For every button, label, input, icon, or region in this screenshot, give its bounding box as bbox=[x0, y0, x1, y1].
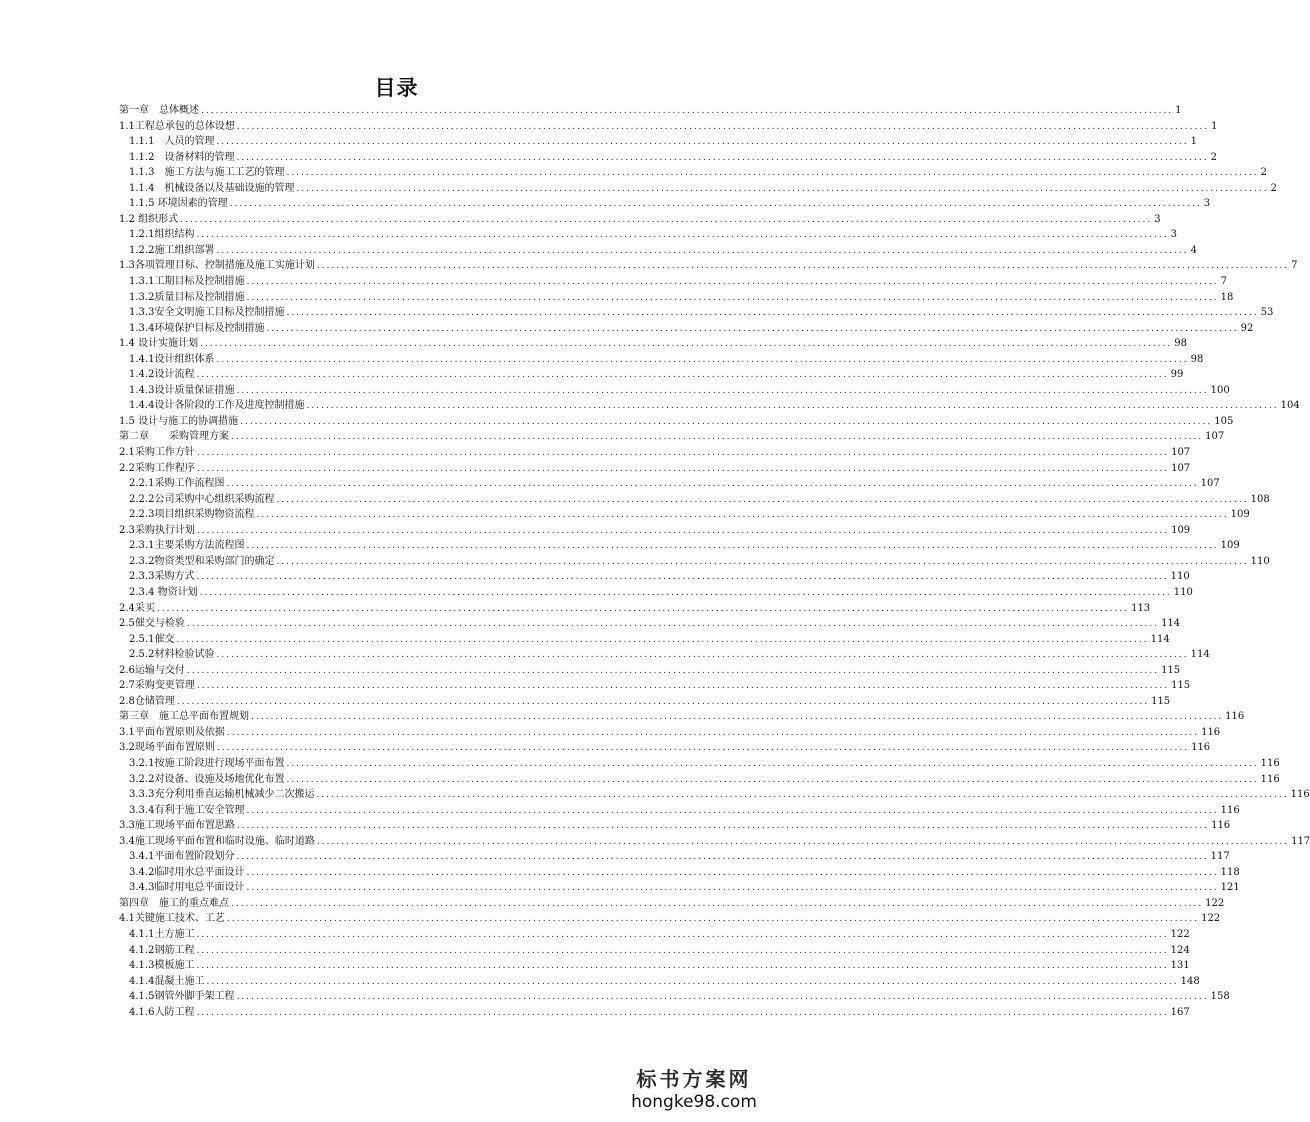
toc-leader-dots: ........................................................................................................................................................................................................ bbox=[196, 525, 1170, 536]
toc-entry[interactable] bbox=[119, 616, 1181, 632]
toc-leader-dots: ........................................................................................................................................................................................................ bbox=[176, 696, 1150, 707]
toc-entry-label: 2.8仓储管理 bbox=[119, 695, 175, 707]
toc-entry-page: 99 bbox=[1170, 369, 1184, 381]
toc-leader-dots: ........................................................................................................................................................................................................ bbox=[236, 992, 1209, 1003]
toc-leader-dots: ........................................................................................................................................................................................................ bbox=[231, 432, 1204, 443]
toc-entry-label: 2.5催交与检验 bbox=[119, 618, 185, 630]
toc-leader-dots: ........................................................................................................................................................................................................ bbox=[196, 961, 1169, 972]
toc-entry-label: 2.2采购工作程序 bbox=[119, 462, 195, 474]
toc-entry[interactable] bbox=[119, 569, 1190, 585]
toc-entry-label: 3.1平面布置原则及依据 bbox=[119, 726, 225, 738]
toc-entry-page: 115 bbox=[1161, 664, 1181, 676]
toc-entry-label: 1.1.1 人员的管理 bbox=[129, 136, 215, 148]
toc-entry[interactable] bbox=[119, 849, 1230, 865]
toc-entry[interactable] bbox=[119, 165, 1267, 181]
toc-entry-page: 158 bbox=[1210, 991, 1230, 1003]
toc-leader-dots: ........................................................................................................................................................................................................ bbox=[276, 556, 1249, 567]
toc-entry-page: 3 bbox=[1154, 213, 1161, 225]
toc-entry-label: 1.2 组织形式 bbox=[119, 213, 179, 225]
toc-entry-page: 1 bbox=[1190, 136, 1197, 148]
toc-entry-label: 2.3.4 物资计划 bbox=[129, 586, 198, 598]
toc-entry-page: 105 bbox=[1214, 415, 1234, 427]
toc-entry-page: 107 bbox=[1171, 447, 1191, 459]
toc-leader-dots: ........................................................................................................................................................................................................ bbox=[186, 619, 1160, 630]
toc-entry-label: 1.3.3安全文明施工目标及控制措施 bbox=[129, 307, 285, 319]
toc-leader-dots: ........................................................................................................................................................................................................ bbox=[246, 883, 1219, 894]
toc-leader-dots: ........................................................................................................................................................................................................ bbox=[196, 681, 1170, 692]
toc-entry-label: 2.2.1采购工作流程图 bbox=[129, 478, 225, 490]
toc-entry-page: 53 bbox=[1260, 307, 1274, 319]
toc-entry-label: 2.5.1催交 bbox=[129, 633, 175, 645]
toc-leader-dots: ........................................................................................................................................................................................................ bbox=[180, 214, 1153, 225]
toc-entry-label: 1.4.4设计各阶段的工作及进度控制措施 bbox=[129, 400, 305, 412]
toc-leader-dots: ........................................................................................................................................................................................................ bbox=[216, 245, 1189, 256]
toc-entry[interactable] bbox=[119, 523, 1191, 539]
toc-leader-dots: ........................................................................................................................................................................................................ bbox=[206, 976, 1179, 987]
toc-entry-label: 3.2现场平面布置原则 bbox=[119, 742, 215, 754]
toc-entry-page: 124 bbox=[1170, 944, 1190, 956]
toc-entry-page: 100 bbox=[1210, 384, 1230, 396]
toc-leader-dots: ........................................................................................................................................................................................................ bbox=[286, 774, 1259, 785]
toc-leader-dots: ........................................................................................................................................................................................................ bbox=[201, 106, 1174, 116]
toc-entry[interactable] bbox=[119, 258, 1298, 274]
toc-leader-dots: ........................................................................................................................................................................................................ bbox=[196, 929, 1169, 940]
toc-entry-page: 116 bbox=[1191, 742, 1211, 754]
toc-entry-page: 116 bbox=[1260, 773, 1280, 785]
toc-entry-label: 4.1.6人防工程 bbox=[129, 1006, 195, 1018]
toc-leader-dots: ........................................................................................................................................................................................................ bbox=[229, 199, 1202, 210]
toc-leader-dots: ........................................................................................................................................................................................................ bbox=[196, 448, 1170, 459]
toc-entry-label: 2.3采购执行计划 bbox=[119, 524, 195, 536]
page-title: 目录 bbox=[374, 76, 419, 100]
toc-entry-label: 1.4.1设计组织体系 bbox=[129, 353, 215, 365]
toc-entry-page: 113 bbox=[1131, 602, 1151, 614]
toc-entry-label: 1.2.2施工组织部署 bbox=[129, 244, 215, 256]
toc-leader-dots: ........................................................................................................................................................................................................ bbox=[236, 121, 1210, 132]
toc-entry-page: 104 bbox=[1280, 400, 1300, 412]
toc-entry[interactable] bbox=[119, 803, 1240, 819]
toc-entry-page: 114 bbox=[1161, 618, 1181, 630]
toc-entry-label: 2.1采购工作方针 bbox=[119, 447, 195, 459]
toc-leader-dots: ........................................................................................................................................................................................................ bbox=[231, 898, 1204, 909]
toc-leader-dots: ........................................................................................................................................................................................................ bbox=[266, 323, 1239, 334]
toc-leader-dots: ........................................................................................................................................................................................................ bbox=[246, 541, 1219, 552]
toc-entry[interactable] bbox=[119, 601, 1151, 617]
toc-entry-page: 116 bbox=[1201, 726, 1221, 738]
toc-entry-label: 1.4.3设计质量保证措施 bbox=[129, 384, 235, 396]
toc-leader-dots: ........................................................................................................................................................................................................ bbox=[216, 354, 1189, 365]
toc-entry[interactable] bbox=[119, 756, 1280, 772]
toc-entry-page: 110 bbox=[1170, 571, 1190, 583]
toc-entry-page: 7 bbox=[1220, 276, 1227, 288]
toc-entry-page: 98 bbox=[1190, 353, 1204, 365]
toc-entry-page: 114 bbox=[1190, 649, 1210, 661]
toc-leader-dots: ........................................................................................................................................................................................................ bbox=[246, 292, 1219, 303]
toc-entry-label: 3.2.2对设备、设施及场地优化布置 bbox=[129, 773, 285, 785]
toc-leader-dots: ........................................................................................................................................................................................................ bbox=[246, 277, 1219, 288]
toc-leader-dots: ........................................................................................................................................................................................................ bbox=[226, 479, 1199, 490]
toc-entry[interactable] bbox=[119, 911, 1221, 927]
toc-leader-dots: ........................................................................................................................................................................................................ bbox=[176, 634, 1149, 645]
toc-entry[interactable] bbox=[119, 383, 1230, 399]
toc-leader-dots: ........................................................................................................................................................................................................ bbox=[226, 914, 1200, 925]
toc-entry-page: 107 bbox=[1200, 478, 1220, 490]
toc-entry-label: 3.4施工现场平面布置和临时设施、临时道路 bbox=[119, 835, 315, 847]
toc-entry[interactable] bbox=[119, 476, 1220, 492]
toc-leader-dots: ........................................................................................................................................................................................................ bbox=[296, 183, 1269, 194]
toc-entry[interactable] bbox=[119, 367, 1184, 383]
toc-leader-dots: ........................................................................................................................................................................................................ bbox=[196, 572, 1169, 583]
toc-leader-dots: ........................................................................................................................................................................................................ bbox=[276, 494, 1249, 505]
toc-entry-label: 4.1关键施工技术、工艺 bbox=[119, 913, 225, 925]
toc-entry-label: 第一章 总体概述 bbox=[119, 105, 199, 116]
toc-entry[interactable] bbox=[119, 663, 1181, 679]
toc-entry[interactable] bbox=[119, 538, 1240, 554]
toc-entry-page: 110 bbox=[1173, 586, 1193, 598]
toc-entry-page: 3 bbox=[1170, 229, 1177, 241]
toc-entry-page: 122 bbox=[1170, 928, 1190, 940]
toc-entry[interactable] bbox=[119, 398, 1300, 414]
toc-entry-label: 1.3.4环境保护目标及控制措施 bbox=[129, 322, 265, 334]
toc-entry-label: 1.2.1组织结构 bbox=[129, 229, 195, 241]
toc-leader-dots: ........................................................................................................................................................................................................ bbox=[236, 152, 1209, 163]
toc-entry[interactable] bbox=[119, 818, 1231, 834]
toc-entry-label: 3.4.3临时用电总平面设计 bbox=[129, 882, 245, 894]
toc-entry[interactable] bbox=[119, 927, 1190, 943]
watermark-logo bbox=[609, 1063, 779, 1112]
toc-leader-dots: ........................................................................................................................................................................................................ bbox=[256, 510, 1229, 521]
toc-entry-page: 122 bbox=[1201, 913, 1221, 925]
toc-entry[interactable] bbox=[119, 119, 1218, 135]
toc-entry-page: 121 bbox=[1220, 882, 1240, 894]
toc-leader-dots: ........................................................................................................................................................................................................ bbox=[286, 168, 1259, 179]
toc-entry-label: 4.1.2钢筋工程 bbox=[129, 944, 195, 956]
toc-leader-dots: ........................................................................................................................................................................................................ bbox=[306, 401, 1279, 412]
toc-entry-page: 116 bbox=[1225, 711, 1245, 723]
toc-entry-label: 2.3.1主要采购方法流程图 bbox=[129, 540, 245, 552]
toc-entry[interactable] bbox=[119, 212, 1161, 228]
toc-entry-page: 116 bbox=[1220, 804, 1240, 816]
toc-entry-page: 2 bbox=[1270, 182, 1277, 194]
toc-leader-dots: ........................................................................................................................................................................................................ bbox=[196, 370, 1169, 381]
toc-leader-dots: ........................................................................................................................................................................................................ bbox=[196, 230, 1169, 241]
toc-entry-label: 第四章 施工的重点难点 bbox=[119, 897, 229, 909]
toc-entry-page: 7 bbox=[1291, 260, 1298, 272]
toc-entry[interactable] bbox=[119, 274, 1227, 290]
toc-entry-page: 116 bbox=[1260, 757, 1280, 769]
toc-entry[interactable] bbox=[119, 290, 1234, 306]
toc-leader-dots: ........................................................................................................................................................................................................ bbox=[196, 945, 1169, 956]
toc-entry-page: 107 bbox=[1171, 462, 1191, 474]
toc-entry[interactable] bbox=[119, 103, 1182, 119]
toc-entry-label: 2.3.2物资类型和采购部门的确定 bbox=[129, 555, 275, 567]
toc-entry-page: 117 bbox=[1210, 851, 1230, 863]
toc-entry-page: 115 bbox=[1151, 695, 1171, 707]
toc-entry-label: 1.3.2质量目标及控制措施 bbox=[129, 291, 245, 303]
toc-entry[interactable] bbox=[119, 461, 1191, 477]
toc-entry-label: 3.4.2临时用水总平面设计 bbox=[129, 866, 245, 878]
toc-entry-label: 1.3各项管理目标、控制措施及施工实施计划 bbox=[119, 260, 315, 272]
toc-entry[interactable] bbox=[119, 196, 1211, 212]
toc-leader-dots: ........................................................................................................................................................................................................ bbox=[246, 867, 1219, 878]
toc-leader-dots: ........................................................................................................................................................................................................ bbox=[236, 821, 1210, 832]
toc-entry[interactable] bbox=[119, 507, 1250, 523]
toc-entry[interactable] bbox=[119, 429, 1225, 445]
toc-entry-page: 2 bbox=[1210, 151, 1217, 163]
toc-entry[interactable] bbox=[119, 725, 1221, 741]
toc-entry-page: 98 bbox=[1174, 338, 1187, 350]
toc-entry[interactable] bbox=[119, 834, 1310, 850]
toc-entry-page: 109 bbox=[1230, 509, 1250, 521]
toc-entry[interactable] bbox=[119, 1005, 1190, 1021]
toc-entry[interactable] bbox=[119, 958, 1190, 974]
toc-leader-dots: ........................................................................................................................................................................................................ bbox=[186, 665, 1160, 676]
toc-entry-page: 1 bbox=[1175, 105, 1182, 116]
toc-entry-label: 1.5 设计与施工的协调措施 bbox=[119, 415, 239, 427]
toc-leader-dots: ........................................................................................................................................................................................................ bbox=[216, 743, 1190, 754]
toc-entry-label: 4.1.1土方施工 bbox=[129, 928, 195, 940]
toc-leader-dots: ........................................................................................................................................................................................................ bbox=[196, 463, 1170, 474]
toc-entry[interactable] bbox=[119, 414, 1234, 430]
toc-entry-label: 第三章 施工总平面布置规划 bbox=[119, 711, 249, 723]
toc-leader-dots: ........................................................................................................................................................................................................ bbox=[200, 339, 1173, 350]
toc-entry-page: 108 bbox=[1250, 493, 1270, 505]
toc-entry-label: 3.4.1平面布置阶段划分 bbox=[129, 851, 235, 863]
watermark-site-name: 标书方案网 bbox=[636, 1067, 752, 1091]
toc-entry[interactable] bbox=[119, 974, 1200, 990]
toc-entry[interactable] bbox=[119, 352, 1204, 368]
toc-entry[interactable] bbox=[119, 321, 1254, 337]
toc-leader-dots: ........................................................................................................................................................................................................ bbox=[246, 805, 1219, 816]
toc-leader-dots: ........................................................................................................................................................................................................ bbox=[216, 137, 1189, 148]
toc-entry-label: 2.4采买 bbox=[119, 602, 155, 614]
toc-entry-page: 122 bbox=[1205, 897, 1225, 909]
toc-entry-label: 3.3施工现场平面布置思路 bbox=[119, 820, 235, 832]
toc-entry[interactable] bbox=[119, 305, 1274, 321]
toc-leader-dots: ........................................................................................................................................................................................................ bbox=[216, 650, 1189, 661]
toc-entry[interactable] bbox=[119, 227, 1177, 243]
toc-entry-page: 114 bbox=[1150, 633, 1170, 645]
toc-leader-dots: ........................................................................................................................................................................................................ bbox=[251, 712, 1224, 723]
toc-leader-dots: ........................................................................................................................................................................................................ bbox=[156, 603, 1130, 614]
toc-entry-label: 1.1.4 机械设备以及基础设施的管理 bbox=[129, 182, 295, 194]
toc-entry[interactable] bbox=[119, 150, 1217, 166]
toc-entry[interactable] bbox=[119, 647, 1210, 663]
toc-leader-dots: ........................................................................................................................................................................................................ bbox=[316, 790, 1289, 801]
toc-entry[interactable] bbox=[119, 554, 1270, 570]
toc-entry-label: 2.7采购变更管理 bbox=[119, 680, 195, 692]
toc-leader-dots: ........................................................................................................................................................................................................ bbox=[199, 587, 1172, 598]
toc-entry[interactable] bbox=[119, 336, 1187, 352]
toc-entry-label: 1.1工程总承包的总体设想 bbox=[119, 120, 235, 132]
toc-entry-label: 2.3.3采购方式 bbox=[129, 571, 195, 583]
toc-leader-dots: ........................................................................................................................................................................................................ bbox=[316, 836, 1290, 847]
toc-entry[interactable] bbox=[119, 243, 1197, 259]
toc-entry-page: 4 bbox=[1190, 244, 1197, 256]
table-of-contents bbox=[119, 103, 1310, 1020]
toc-entry-label: 4.1.3模板施工 bbox=[129, 960, 195, 972]
toc-entry-page: 1 bbox=[1211, 120, 1218, 132]
toc-entry-label: 1.1.5 环境因素的管理 bbox=[129, 198, 228, 210]
toc-entry-label: 3.3.3充分利用垂直运输机械减少二次搬运 bbox=[129, 789, 315, 801]
toc-entry[interactable] bbox=[119, 134, 1197, 150]
toc-entry[interactable] bbox=[119, 694, 1171, 710]
toc-entry-label: 2.2.3项目组织采购物资流程 bbox=[129, 509, 255, 521]
toc-entry-page: 109 bbox=[1220, 540, 1240, 552]
toc-entry-page: 117 bbox=[1291, 835, 1310, 847]
toc-entry-page: 110 bbox=[1250, 555, 1270, 567]
toc-entry-page: 2 bbox=[1260, 167, 1267, 179]
toc-entry[interactable] bbox=[119, 632, 1170, 648]
toc-entry-label: 2.5.2材料检验试验 bbox=[129, 649, 215, 661]
toc-entry-label: 2.6运输与交付 bbox=[119, 664, 185, 676]
toc-entry[interactable] bbox=[119, 896, 1225, 912]
toc-entry-page: 148 bbox=[1180, 975, 1200, 987]
toc-entry[interactable] bbox=[119, 492, 1270, 508]
toc-entry-label: 1.1.2 设备材料的管理 bbox=[129, 151, 235, 163]
toc-entry[interactable] bbox=[119, 709, 1245, 725]
toc-entry-page: 3 bbox=[1203, 198, 1211, 210]
toc-entry[interactable] bbox=[119, 865, 1240, 881]
toc-leader-dots: ........................................................................................................................................................................................................ bbox=[236, 852, 1209, 863]
toc-entry[interactable] bbox=[119, 989, 1230, 1005]
toc-leader-dots: ........................................................................................................................................................................................................ bbox=[316, 261, 1290, 272]
toc-entry-label: 第二章 采购管理方案 bbox=[119, 431, 229, 443]
toc-entry-label: 3.3.4有利于施工安全管理 bbox=[129, 804, 245, 816]
toc-entry[interactable] bbox=[119, 772, 1280, 788]
toc-entry[interactable] bbox=[119, 445, 1191, 461]
toc-entry-label: 3.2.1按施工阶段进行现场平面布置 bbox=[129, 757, 285, 769]
toc-entry-label: 1.3.1工期目标及控制措施 bbox=[129, 276, 245, 288]
toc-entry-label: 2.2.2公司采购中心组织采购流程 bbox=[129, 493, 275, 505]
toc-entry[interactable] bbox=[119, 678, 1191, 694]
toc-entry-label: 4.1.4混凝土施工 bbox=[129, 975, 205, 987]
toc-entry[interactable] bbox=[119, 740, 1211, 756]
toc-entry-page: 92 bbox=[1240, 322, 1254, 334]
toc-entry-page: 115 bbox=[1171, 680, 1191, 692]
toc-leader-dots: ........................................................................................................................................................................................................ bbox=[286, 758, 1259, 769]
toc-entry[interactable] bbox=[119, 787, 1310, 803]
toc-leader-dots: ........................................................................................................................................................................................................ bbox=[236, 385, 1209, 396]
toc-entry-label: 1.1.3 施工方法与施工工艺的管理 bbox=[129, 167, 285, 179]
toc-entry[interactable] bbox=[119, 880, 1240, 896]
toc-leader-dots: ........................................................................................................................................................................................................ bbox=[226, 727, 1200, 738]
toc-entry-label: 1.4.2设计流程 bbox=[129, 369, 195, 381]
toc-entry-page: 118 bbox=[1220, 866, 1240, 878]
toc-entry[interactable] bbox=[119, 585, 1193, 601]
toc-leader-dots: ........................................................................................................................................................................................................ bbox=[196, 1007, 1169, 1018]
toc-entry-page: 116 bbox=[1211, 820, 1231, 832]
watermark-url: hongke98.com bbox=[631, 1092, 757, 1112]
toc-entry-label: 1.4 设计实施计划 bbox=[119, 338, 199, 350]
toc-entry-label: 4.1.5钢管外脚手架工程 bbox=[129, 991, 235, 1003]
toc-entry-page: 109 bbox=[1171, 524, 1191, 536]
toc-leader-dots: ........................................................................................................................................................................................................ bbox=[240, 416, 1213, 427]
toc-entry-page: 18 bbox=[1220, 291, 1234, 303]
toc-entry[interactable] bbox=[119, 943, 1190, 959]
toc-entry-page: 167 bbox=[1170, 1006, 1190, 1018]
toc-entry[interactable] bbox=[119, 181, 1277, 197]
toc-entry-page: 107 bbox=[1205, 431, 1225, 443]
toc-entry-page: 116 bbox=[1290, 789, 1310, 801]
toc-leader-dots: ........................................................................................................................................................................................................ bbox=[286, 308, 1259, 319]
toc-entry-page: 131 bbox=[1170, 960, 1190, 972]
